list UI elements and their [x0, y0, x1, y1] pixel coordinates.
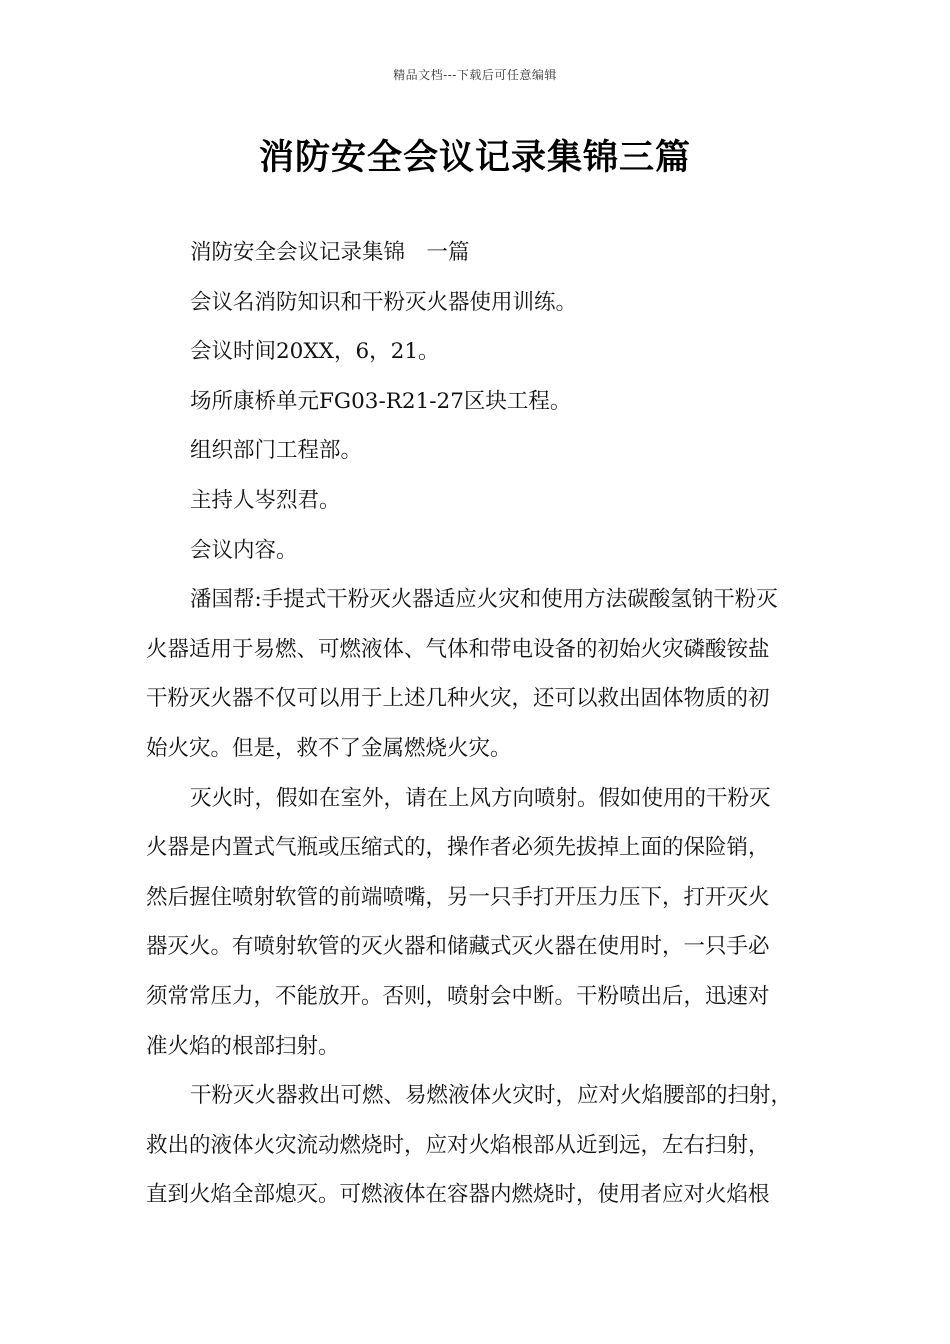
body-line: 组织部门工程部。 — [190, 438, 363, 464]
body-line: 须常常压力，不能放开。否则，喷射会中断。干粉喷出后，迅速对 — [146, 983, 770, 1009]
body-line: 干粉灭火器不仅可以用于上述几种火灾，还可以救出固体物质的初 — [146, 686, 770, 712]
body-line: 会议名消防知识和干粉灭火器使用训练。 — [190, 289, 578, 315]
body-line: 干粉灭火器救出可燃、易燃液体火灾时，应对火焰腰部的扫射， — [190, 1083, 793, 1109]
body-line: 直到火焰全部熄灭。可燃液体在容器内燃烧时，使用者应对火焰根 — [146, 1182, 770, 1208]
watermark-text: 精品文档---下载后可任意编辑 — [393, 68, 557, 82]
body-line: 准火焰的根部扫射。 — [146, 1033, 340, 1059]
body-line: 主持人岑烈君。 — [190, 487, 341, 513]
body-line: 潘国帮:手提式干粉灭火器适应火灾和使用方法碳酸氢钠干粉灭 — [190, 587, 778, 613]
body-line: 消防安全会议记录集锦 一篇 — [190, 240, 470, 265]
body-line: 灭火时，假如在室外，请在上风方向喷射。假如使用的干粉灭 — [190, 785, 771, 811]
document-body — [146, 228, 826, 1220]
body-line: 会议时间20XX，6，21。 — [190, 339, 440, 365]
body-line: 场所康桥单元FG03-R21-27区块工程。 — [190, 388, 572, 414]
body-line: 器灭火。有喷射软管的灭火器和储藏式灭火器在使用时，一只手必 — [146, 934, 770, 960]
body-line: 然后握住喷射软管的前端喷嘴，另一只手打开压力压下，打开灭火 — [146, 884, 770, 910]
body-line: 会议内容。 — [190, 537, 298, 563]
body-line: 救出的液体火灾流动燃烧时，应对火焰根部从近到远，左右扫射， — [146, 1132, 770, 1158]
body-line: 始火灾。但是，救不了金属燃烧火灾。 — [146, 735, 512, 761]
body-line: 火器适用于易燃、可燃液体、气体和带电设备的初始火灾磷酸铵盐 — [146, 636, 770, 662]
body-line: 火器是内置式气瓶或压缩式的，操作者必须先拔掉上面的保险销， — [146, 835, 770, 861]
document-title: 消防安全会议记录集锦三篇 — [258, 137, 691, 178]
